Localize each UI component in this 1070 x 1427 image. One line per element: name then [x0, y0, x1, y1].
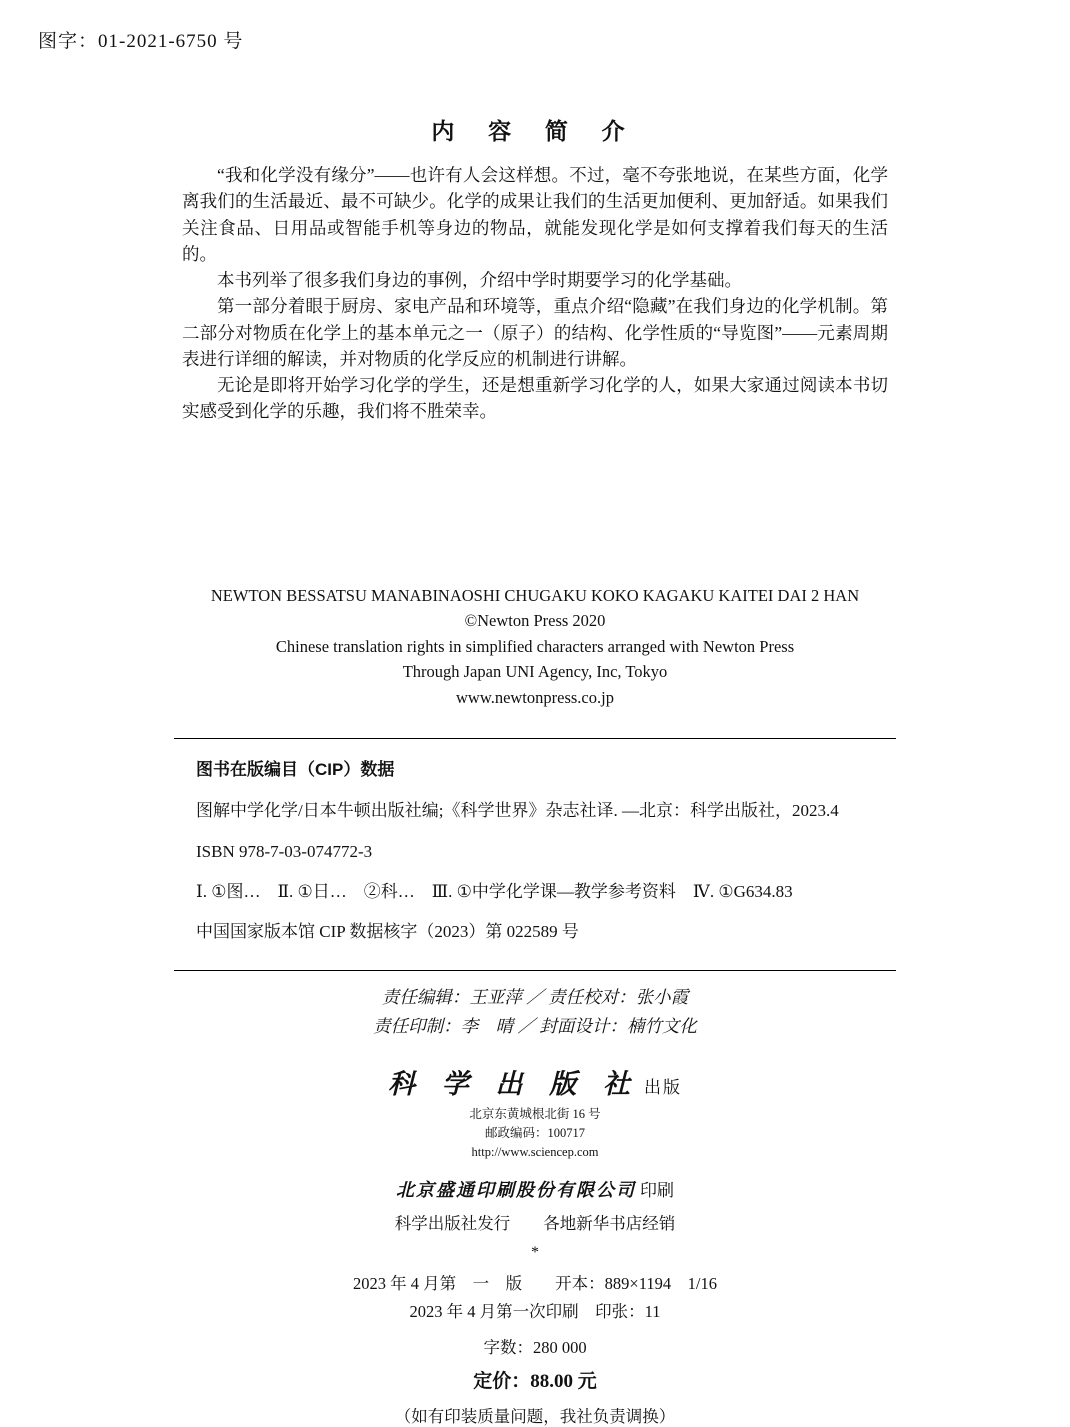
cip-line: 图解中学化学/日本牛顿出版社编;《科学世界》杂志社译. —北京：科学出版社，2023.4 — [196, 801, 839, 821]
registration-number: 图字：01-2021-6750 号 — [38, 31, 244, 52]
wordcount-line: 字数：280 000 — [483, 1337, 587, 1357]
intro-paragraph: 无论是即将开始学习化学的学生，还是想重新学习化学的人，如果大家通过阅读本书切实感受到化学的乐趣，我们将不胜荣幸。 — [182, 375, 888, 422]
printer-suffix: 印刷 — [640, 1180, 674, 1200]
divider-star: * — [531, 1243, 539, 1261]
intro-paragraph: “我和化学没有缘分”——也许有人会这样想。不过，毫不夸张地说，在某些方面，化学离我们的生活最近、最不可缺少。化学的成果让我们的生活更加便利、更加舒适。如果我们关注食品、日用品或智能手机等身边的物品，就能发现化学是如何支撑着我们每天的生活的。 — [182, 165, 888, 264]
publisher-address: 北京东黄城根北街 16 号 — [469, 1107, 601, 1122]
publisher-line — [0, 1062, 1070, 1101]
price-line: 定价：88.00 元 — [473, 1370, 597, 1392]
copyright-line: NEWTON BESSATSU MANABINAOSHI CHUGAKU KOKO KAGAKU KAITEI DAI 2 HAN — [210, 585, 860, 605]
printing-line: 2023 年 4 月第一次印刷 印张：11 — [409, 1301, 661, 1321]
publisher-logo-text: 科 学 出 版 社 — [388, 1069, 640, 1100]
copyright-line: Through Japan UNI Agency, Inc, Tokyo — [402, 662, 668, 682]
cip-record-number: 中国国家版本馆 CIP 数据核字（2023）第 022589 号 — [196, 922, 579, 942]
publisher-suffix: 出版 — [644, 1078, 682, 1098]
distribution-line: 科学出版社发行 各地新华书店经销 — [394, 1213, 676, 1233]
copyright-line: Chinese translation rights in simplified characters arranged with Newton Press — [275, 636, 795, 656]
cip-box — [174, 738, 896, 970]
edition-block — [0, 1270, 1070, 1326]
publisher-website: http://www.sciencep.com — [471, 1144, 599, 1159]
staff-line-print-design: 责任印制：李 晴 ／ 封面设计：楠竹文化 — [373, 1015, 697, 1036]
content-column — [182, 113, 888, 710]
copyright-block — [182, 583, 888, 711]
intro-paragraph: 第一部分着眼于厨房、家电产品和环境等，重点介绍“隐藏”在我们身边的化学机制。第二部分对物质在化学上的基本单元之一（原子）的结构、化学性质的“导览图”——元素周期表进行详细的解读，并对物质的化学反应的机制进行讲解。 — [182, 296, 888, 369]
staff-line-editors: 责任编辑：王亚萍 ／ 责任校对：张小霞 — [381, 986, 689, 1007]
copyright-website: www.newtonpress.co.jp — [456, 687, 614, 707]
printer-line — [0, 1176, 1070, 1202]
quality-note: （如有印装质量问题，我社负责调换） — [394, 1406, 676, 1426]
staff-block — [0, 983, 1070, 1041]
intro-paragraphs — [182, 162, 888, 425]
cip-heading: 图书在版编目（CIP）数据 — [196, 760, 395, 780]
edition-line: 2023 年 4 月第 一 版 开本：889×1194 1/16 — [353, 1273, 717, 1293]
cip-classification: Ⅰ. ①图… Ⅱ. ①日… ②科… Ⅲ. ①中学化学课—教学参考资料 Ⅳ. ①G634.83 — [196, 882, 793, 901]
publisher-postcode: 邮政编码：100717 — [484, 1126, 585, 1141]
publisher-address-block — [0, 1105, 1070, 1161]
copyright-line: ©Newton Press 2020 — [464, 611, 606, 631]
cip-isbn: ISBN 978-7-03-074772-3 — [196, 841, 373, 861]
intro-paragraph: 本书列举了很多我们身边的事例，介绍中学时期要学习的化学基础。 — [217, 270, 742, 290]
printer-name: 北京盛通印刷股份有限公司 — [396, 1179, 636, 1200]
intro-title: 内 容 简 介 — [431, 119, 639, 144]
